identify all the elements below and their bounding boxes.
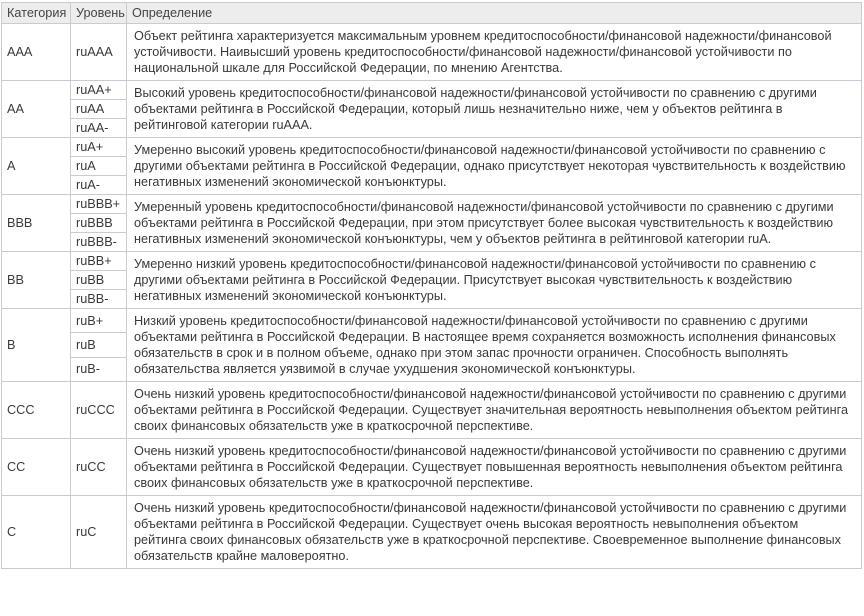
column-header-2: Определение <box>127 3 862 24</box>
definition-cell: Умеренно высокий уровень кредитоспособности/финансовой надежности/финансовой устойчивости по сравнению с другими объектами рейтинга в Российской Федерации, однако присутствует некоторая чувствительность к воздействию негативных изменений экономической конъюнктуры. <box>127 138 862 195</box>
definition-cell: Очень низкий уровень кредитоспособности/финансовой надежности/финансовой устойчивости по сравнению с другими объектами рейтинга в Российской Федерации. Существует повышенная вероятность невыполнения объектом рейтинга своих финансовых обязательств уже в краткосрочной перспективе. <box>127 439 862 496</box>
level-cell: ruBB+ <box>71 252 127 271</box>
level-cell: ruBB- <box>71 290 127 309</box>
level-cell: ruBBB+ <box>71 195 127 214</box>
level-cell: ruB+ <box>71 309 127 333</box>
level-cell: ruAA- <box>71 119 127 138</box>
level-cell: ruA- <box>71 176 127 195</box>
rating-scale-table <box>1 2 862 569</box>
table-row <box>2 309 862 333</box>
level-cell: ruBBB- <box>71 233 127 252</box>
level-cell: ruC <box>71 496 127 569</box>
table-row <box>2 24 862 81</box>
definition-cell: Высокий уровень кредитоспособности/финансовой надежности/финансовой устойчивости по сравнению с другими объектами рейтинга в Российской Федерации, который лишь незначительно ниже, чем у объектов рейтинга в рейтинговой категории ruAAA. <box>127 81 862 138</box>
level-cell: ruA <box>71 157 127 176</box>
column-header-0: Категория <box>2 3 71 24</box>
level-cell: ruB- <box>71 357 127 381</box>
category-cell: CCC <box>2 382 71 439</box>
definition-cell: Объект рейтинга характеризуется максимальным уровнем кредитоспособности/финансовой надежности/финансовой устойчивости. Наивысший уровень кредитоспособности/финансовой надежности/финансовой устойчивости по национальной шкале для Российской Федерации, по мнению Агентства. <box>127 24 862 81</box>
level-cell: ruAA <box>71 100 127 119</box>
column-header-1: Уровень <box>71 3 127 24</box>
definition-cell: Очень низкий уровень кредитоспособности/финансовой надежности/финансовой устойчивости по сравнению с другими объектами рейтинга в Российской Федерации. Существует значительная вероятность невыполнения объектом рейтинга своих финансовых обязательств уже в краткосрочной перспективе. <box>127 382 862 439</box>
level-cell: ruCC <box>71 439 127 496</box>
level-cell: ruAAA <box>71 24 127 81</box>
definition-cell: Умеренный уровень кредитоспособности/финансовой надежности/финансовой устойчивости по сравнению с другими объектами рейтинга в Российской Федерации, при этом присутствует более высокая чувствительность к воздействию негативных изменений экономической конъюнктуры, чем у объектов рейтинга в рейтинговой категории ruA. <box>127 195 862 252</box>
category-cell: CC <box>2 439 71 496</box>
rating-table-body <box>2 24 862 569</box>
table-row <box>2 195 862 214</box>
category-cell: C <box>2 496 71 569</box>
table-row <box>2 138 862 157</box>
definition-cell: Умеренно низкий уровень кредитоспособности/финансовой надежности/финансовой устойчивости по сравнению с другими объектами рейтинга в Российской Федерации. Присутствует высокая чувствительность к воздействию негативных изменений экономической конъюнктуры. <box>127 252 862 309</box>
definition-cell: Очень низкий уровень кредитоспособности/финансовой надежности/финансовой устойчивости по сравнению с другими объектами рейтинга в Российской Федерации. Существует очень высокая вероятность невыполнения объектом рейтинга своих финансовых обязательств уже в краткосрочной перспективе. Своевременное выполнение финансовых обязательств крайне маловероятно. <box>127 496 862 569</box>
table-row <box>2 252 862 271</box>
level-cell: ruBB <box>71 271 127 290</box>
level-cell: ruAA+ <box>71 81 127 100</box>
level-cell: ruCCC <box>71 382 127 439</box>
table-row <box>2 81 862 100</box>
category-cell: BB <box>2 252 71 309</box>
table-header <box>2 3 862 24</box>
table-row <box>2 496 862 569</box>
category-cell: AA <box>2 81 71 138</box>
definition-cell: Низкий уровень кредитоспособности/финансовой надежности/финансовой устойчивости по сравнению с другими объектами рейтинга в Российской Федерации. В настоящее время сохраняется возможность исполнения финансовых обязательств в срок и в полном объеме, однако при этом запас прочности ограничен. Способность выполнять обязательства является уязвимой в случае ухудшения экономической конъюнктуры. <box>127 309 862 382</box>
header-row <box>2 3 862 24</box>
level-cell: ruA+ <box>71 138 127 157</box>
level-cell: ruBBB <box>71 214 127 233</box>
category-cell: AAA <box>2 24 71 81</box>
table-row <box>2 382 862 439</box>
table-row <box>2 439 862 496</box>
category-cell: BBB <box>2 195 71 252</box>
category-cell: B <box>2 309 71 382</box>
level-cell: ruB <box>71 333 127 357</box>
category-cell: A <box>2 138 71 195</box>
